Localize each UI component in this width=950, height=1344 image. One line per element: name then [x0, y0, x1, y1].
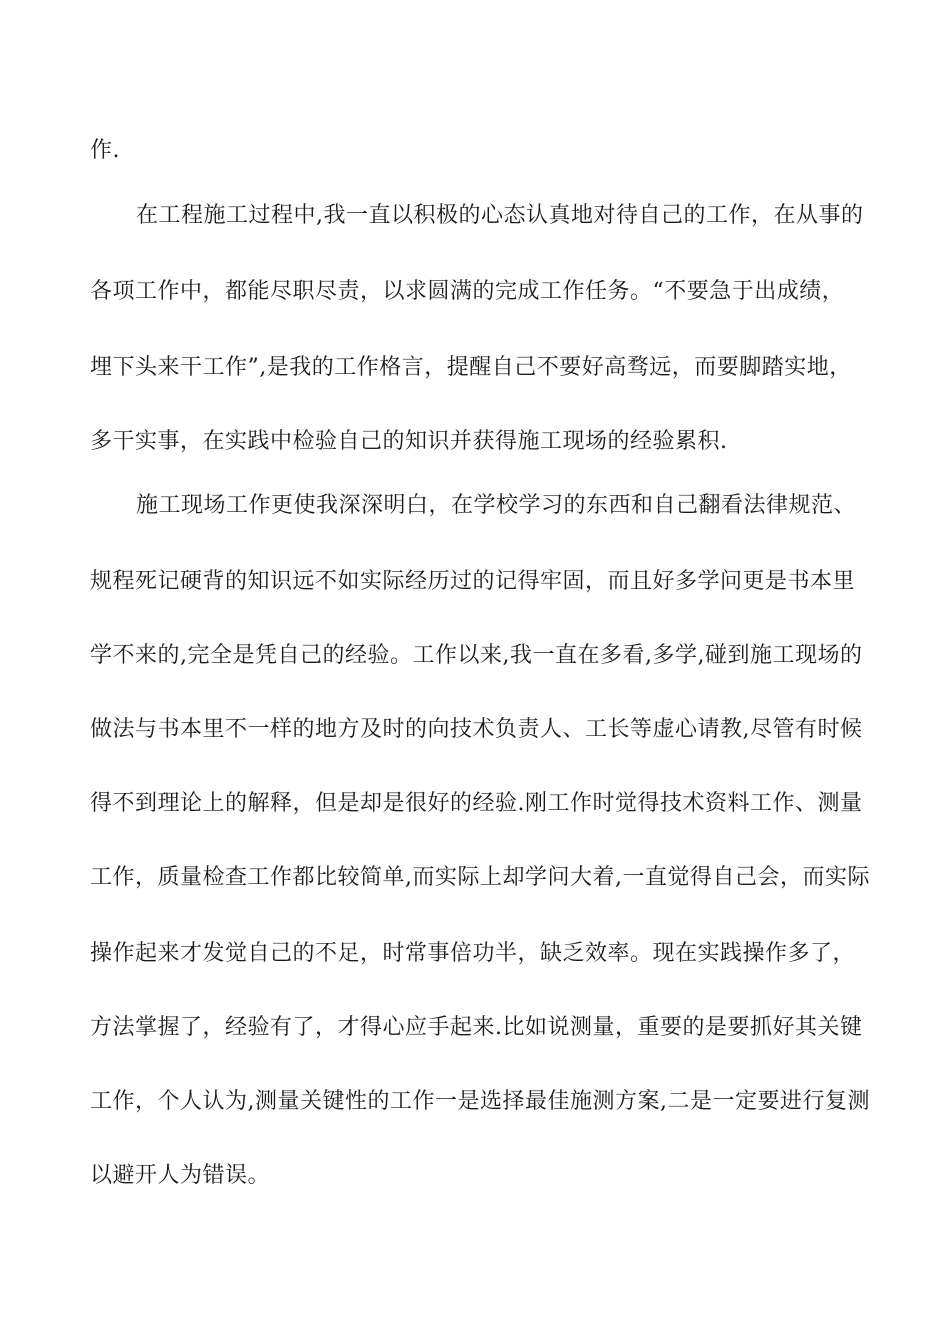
text-line: 得不到理论上的解释，但是却是很好的经验.刚工作时觉得技术资料工作、测量 [90, 791, 863, 816]
text-line: 做法与书本里不一样的地方及时的向技术负责人、工长等虚心请教,尽管有时候 [90, 717, 863, 742]
text-line: 工作，质量检查工作都比较简单,而实际上却学问大着,一直觉得自己会，而实际 [90, 865, 870, 890]
text-line: 操作起来才发觉自己的不足，时常事倍功半，缺乏效率。现在实践操作多了， [90, 941, 856, 966]
text-line: 各项工作中，都能尽职尽责，以求圆满的完成工作任务。“不要急于出成绩， [90, 279, 845, 304]
text-line: 埋下头来干工作”,是我的工作格言，提醒自己不要好高骛远，而要脚踏实地， [90, 355, 852, 380]
text-line: 学不来的,完全是凭自己的经验。工作以来,我一直在多看,多学,碰到施工现场的 [90, 643, 863, 668]
paragraph-first-line: 施工现场工作更使我深深明白，在学校学习的东西和自己翻看法律规范、 [136, 493, 857, 518]
text-line: 规程死记硬背的知识远不如实际经历过的记得牢固，而且好多学问更是书本里 [90, 569, 856, 594]
text-line: 作. [90, 138, 120, 163]
text-line: 方法掌握了，经验有了，才得心应手起来.比如说测量，重要的是要抓好其关键 [90, 1015, 863, 1040]
text-line: 多干实事，在实践中检验自己的知识并获得施工现场的经验累积. [90, 429, 728, 454]
paragraph-first-line: 在工程施工过程中,我一直以积极的心态认真地对待自己的工作，在从事的 [136, 203, 864, 228]
text-line: 以避开人为错误。 [90, 1163, 271, 1188]
text-line: 工作，个人认为,测量关键性的工作一是选择最佳施测方案,二是一定要进行复测 [90, 1089, 870, 1114]
